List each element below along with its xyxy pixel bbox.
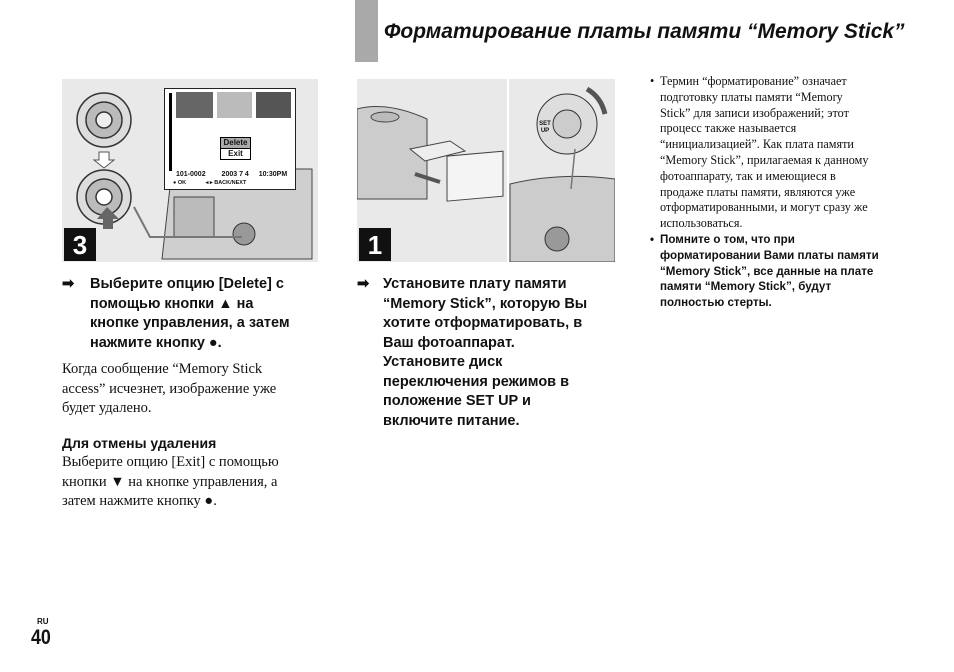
ok-hint: ● OK (173, 180, 187, 186)
exit-option[interactable]: Exit (221, 148, 250, 159)
bullet-icon: • (650, 74, 655, 88)
page-title: Форматирование платы памяти “Memory Stick” (384, 20, 905, 43)
arrow-icon: ➡ (62, 276, 75, 292)
page-number: 40 (31, 626, 51, 649)
step1-illustration (357, 79, 615, 262)
step3-illustration (62, 79, 318, 262)
date: 2003 7 4 (221, 171, 249, 178)
cancel-heading: Для отмены удаления (62, 435, 217, 451)
step3-body: Когда сообщение “Memory Stick access” исчезнет, изображение уже будет удалено. (62, 361, 277, 416)
arrow-icon: ➡ (357, 276, 370, 292)
cancel-body: Выберите опцию [Exit] с помощью кнопки ▼ на кнопке управления, а затем нажмите кнопку ●. (62, 454, 279, 509)
note-warning: • Помните о том, что при форматировании Вами платы памяти “Memory Stick”, все данные на плате памяти “Memory Stick”, будут полностью стерты. (650, 233, 879, 310)
step1-instruction: ➡ Установите плату памяти “Memory Stick”, которую Вы хотите отформатировать, в Ваш фотоаппарат. Установите диск переключения режимов в положение SET UP и включите питание. (357, 276, 588, 429)
time: 10:30PM (258, 171, 288, 178)
step-number-3: 3 (64, 228, 96, 261)
title-bar-accent (355, 0, 378, 62)
dial-setup-label: SET UP (539, 121, 551, 134)
language-code: RU (37, 617, 49, 626)
step-number-1: 1 (359, 228, 391, 261)
memory-stick-insert-illustration (357, 79, 615, 262)
delete-option[interactable]: Delete (221, 138, 250, 148)
nav-hint: ◂ ▸ BACK/NEXT (205, 180, 247, 186)
lcd-screen (164, 88, 296, 190)
file-number: 101-0002 (176, 171, 206, 178)
note-formatting: • Термин “форматирование” означает подготовку платы памяти “Memory Stick” для записи изображений; этот процесс также называется “инициализацией”. Как плата памяти “Memory Stick”, прилагаемая к данному фотоаппарату, так и имеющиеся в продаже платы памяти, являются уже отформатированными, и могут сразу же использоваться. (650, 74, 869, 231)
bullet-icon: • (650, 233, 655, 246)
step3-instruction: ➡ Выберите опцию [Delete] с помощью кнопки ▲ на кнопке управления, а затем нажмите кнопку ●. (62, 276, 290, 351)
